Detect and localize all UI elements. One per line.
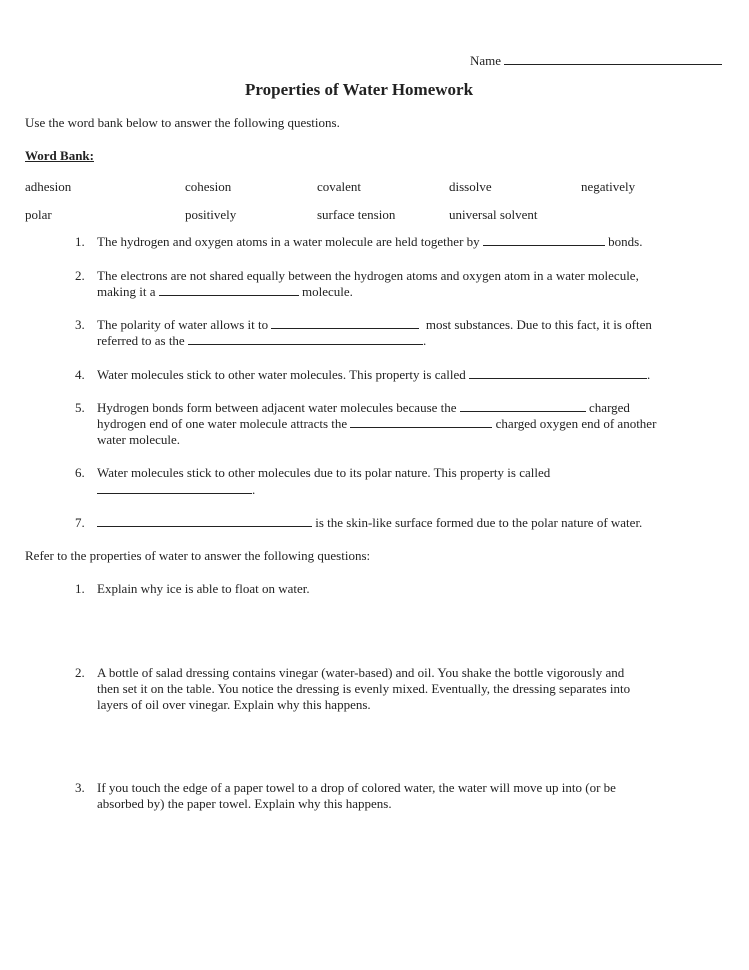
answer-blank[interactable] [469, 367, 647, 379]
question-line: then set it on the table. You notice the dressing is evenly mixed. Eventually, the dressing separates into [97, 681, 631, 696]
word-bank-word: dissolve [449, 179, 492, 194]
name-blank[interactable] [504, 53, 722, 65]
name-label: Name [470, 53, 502, 68]
word-bank-word: adhesion [25, 179, 72, 194]
question-line: The hydrogen and oxygen atoms in a water molecule are held together by bonds. [97, 234, 643, 249]
answer-blank[interactable] [271, 317, 419, 329]
question-number: 5. [75, 400, 85, 415]
name-field[interactable] [470, 53, 722, 69]
answer-blank[interactable] [188, 333, 423, 345]
word-bank-word: universal solvent [449, 207, 538, 222]
answer-blank[interactable] [97, 515, 312, 527]
question-number: 7. [75, 515, 85, 530]
answer-blank[interactable] [159, 284, 299, 296]
question-line: Water molecules stick to other water molecules. This property is called . [97, 367, 651, 382]
question-number: 2. [75, 268, 85, 283]
page-title: Properties of Water Homework [245, 80, 474, 99]
question-line: hydrogen end of one water molecule attracts the charged oxygen end of another [97, 416, 657, 431]
question-number: 1. [75, 234, 85, 249]
question-number: 6. [75, 465, 85, 480]
word-bank-word: surface tension [317, 207, 396, 222]
question-line: Explain why ice is able to float on water. [97, 581, 310, 596]
question-line: is the skin-like surface formed due to the polar nature of water. [97, 515, 642, 531]
question-line: referred to as the . [97, 333, 427, 348]
question-number: 3. [75, 317, 85, 332]
question-line: The polarity of water allows it to most substances. Due to this fact, it is often [97, 317, 652, 332]
word-bank-word: polar [25, 207, 52, 222]
answer-blank[interactable] [97, 482, 252, 494]
question-line: A bottle of salad dressing contains vinegar (water-based) and oil. You shake the bottle vigorously and [97, 665, 625, 680]
question-line: Hydrogen bonds form between adjacent water molecules because the charged [97, 400, 630, 415]
word-bank-word: positively [185, 207, 237, 222]
instruction: Use the word bank below to answer the following questions. [25, 115, 340, 130]
question-line: Water molecules stick to other molecules due to its polar nature. This property is called [97, 465, 551, 480]
answer-blank[interactable] [350, 416, 492, 428]
answer-blank[interactable] [483, 234, 605, 246]
question-number: 1. [75, 581, 85, 596]
question-line: . [97, 482, 255, 498]
question-line: water molecule. [97, 432, 181, 447]
word-bank-word: negatively [581, 179, 636, 194]
question-line: If you touch the edge of a paper towel to a drop of colored water, the water will move up into (or be [97, 780, 616, 795]
question-line: The electrons are not shared equally between the hydrogen atoms and oxygen atom in a water molecule, [97, 268, 639, 283]
question-number: 2. [75, 665, 85, 680]
word-bank-word: cohesion [185, 179, 232, 194]
question-number: 3. [75, 780, 85, 795]
word-bank-heading: Word Bank: [25, 148, 94, 163]
question-number: 4. [75, 367, 85, 382]
question-line: layers of oil over vinegar. Explain why this happens. [97, 697, 371, 712]
part2-instruction: Refer to the properties of water to answer the following questions: [25, 548, 371, 563]
answer-blank[interactable] [460, 400, 586, 412]
word-bank-word: covalent [317, 179, 362, 194]
question-line: making it a molecule. [97, 284, 353, 299]
question-line: absorbed by) the paper towel. Explain why this happens. [97, 796, 392, 811]
